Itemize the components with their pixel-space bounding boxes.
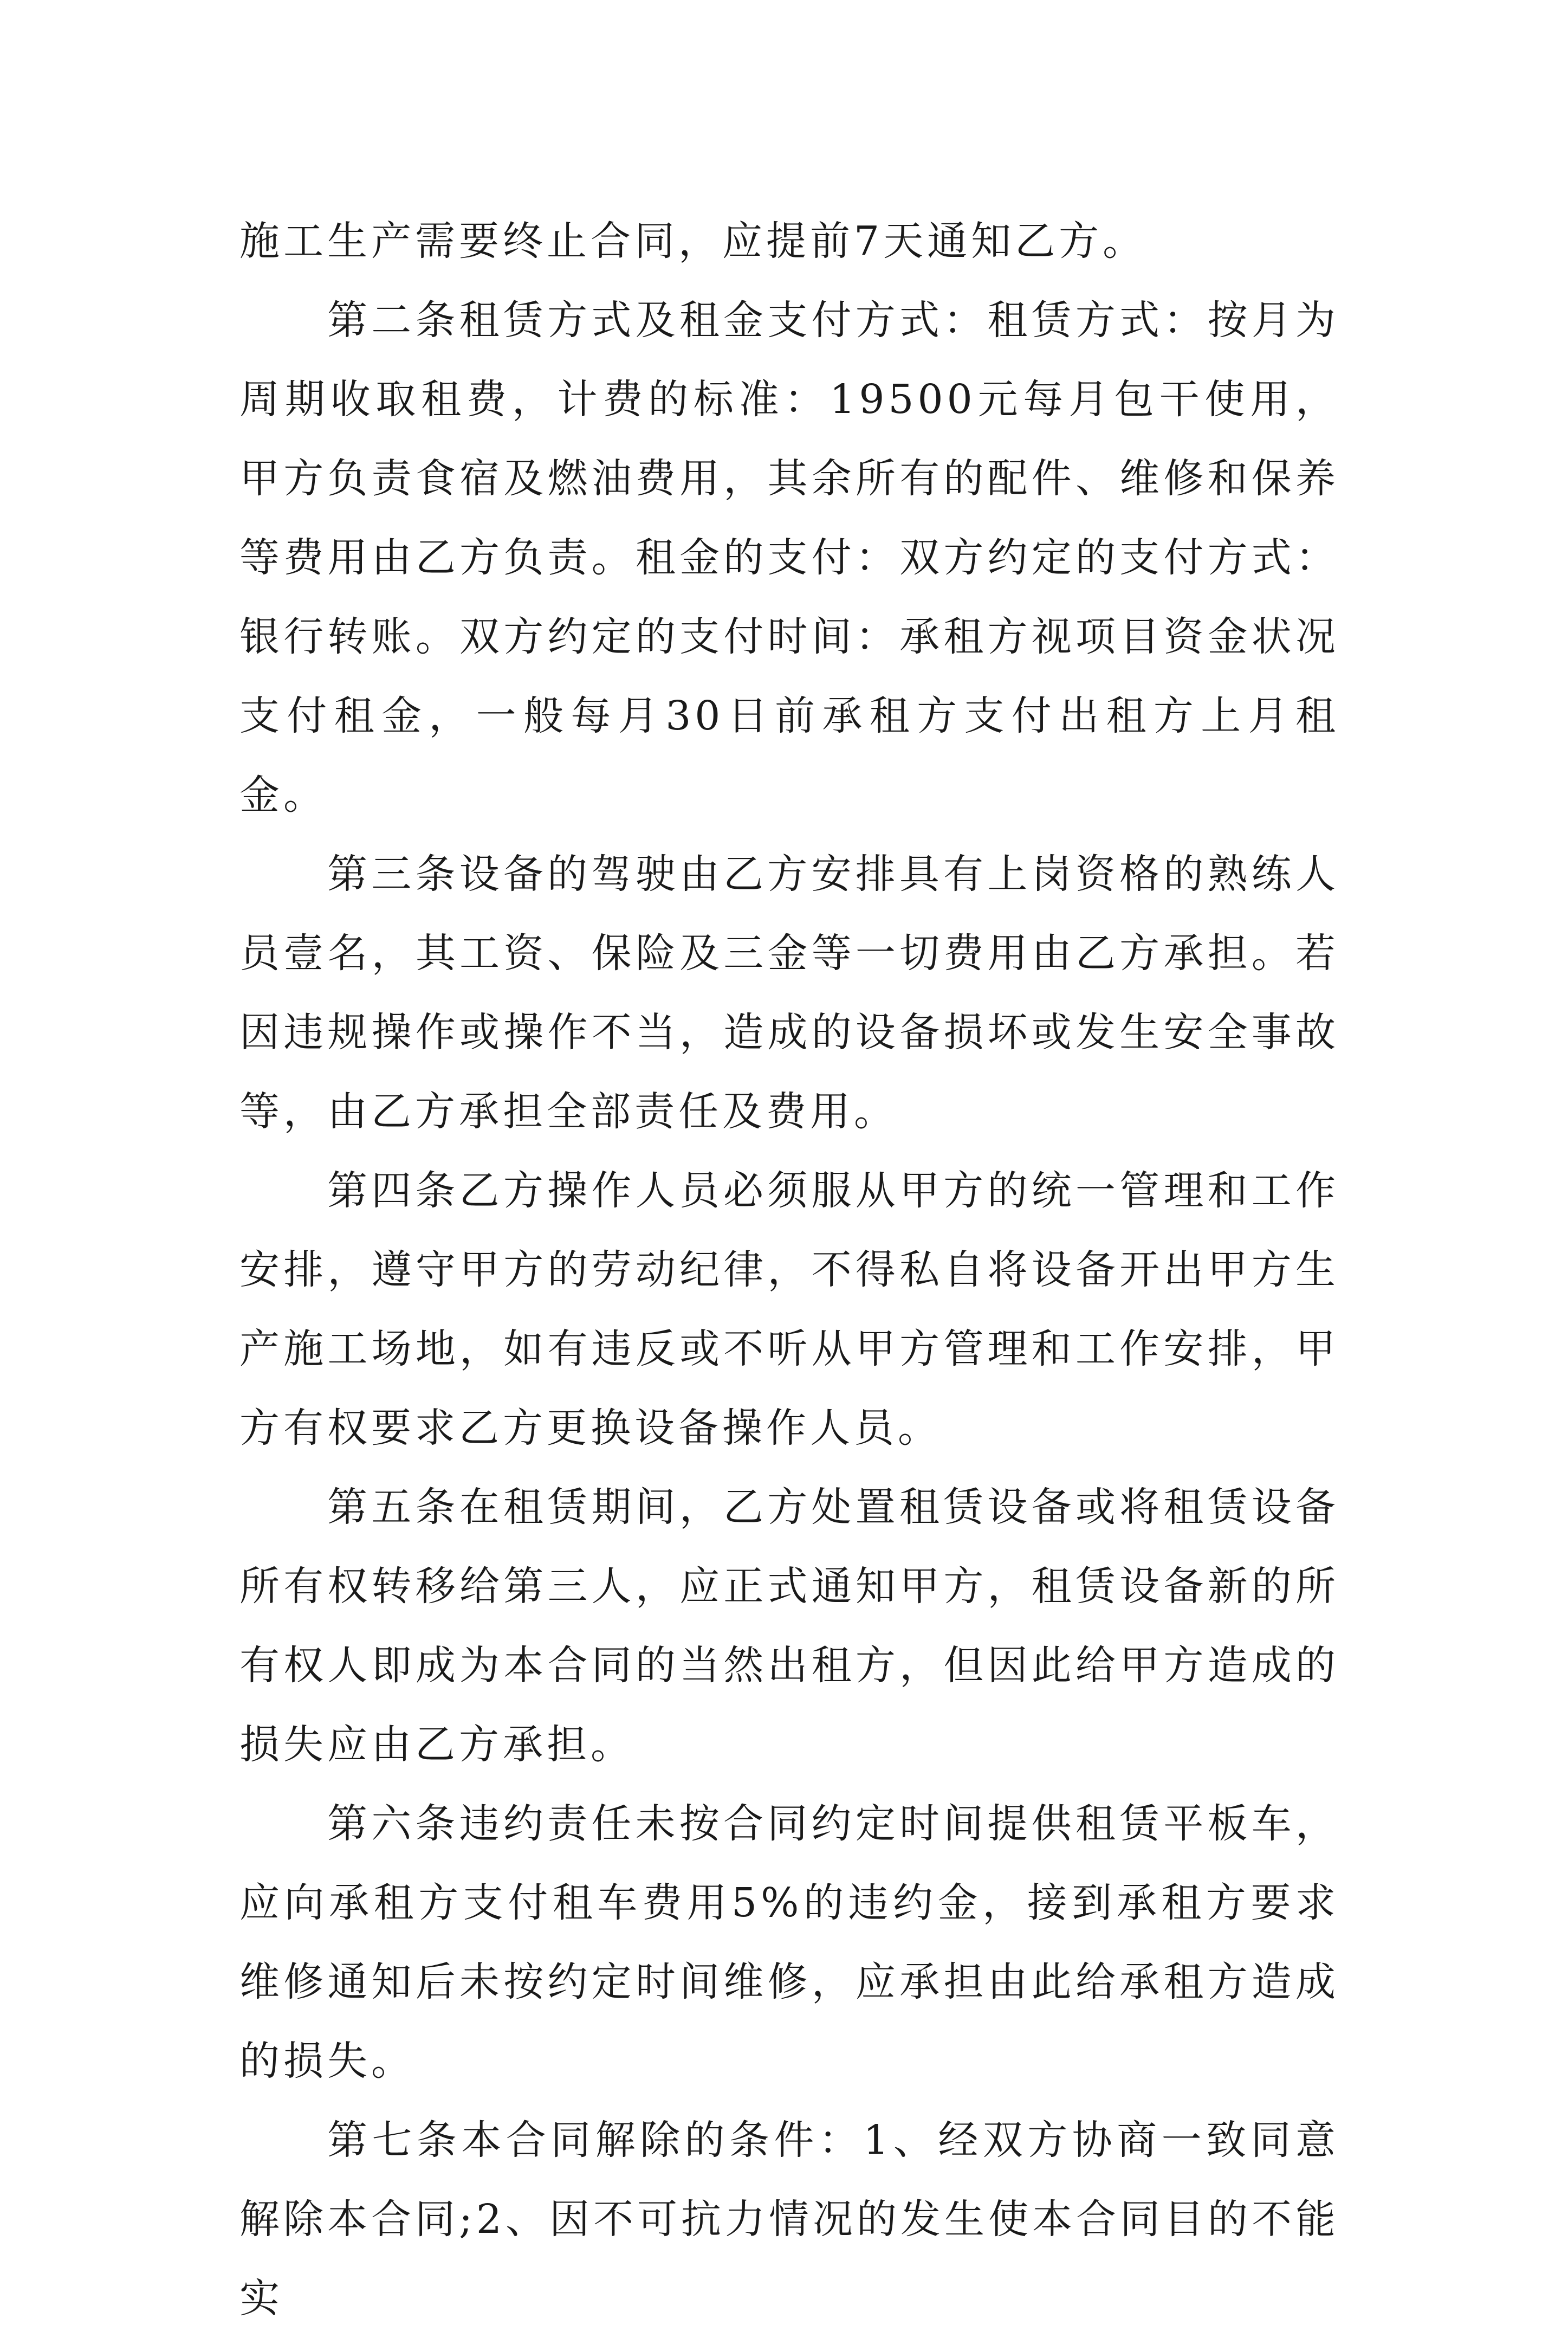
paragraph-termination-notice: 施工生产需要终止合同，应提前7天通知乙方。 <box>239 218 1147 264</box>
paragraph-article-4: 第四条乙方操作人员必须服从甲方的统一管理和工作安排，遵守甲方的劳动纪律，不得私自将设备开出甲方生产施工场地，如有违反或不听从甲方管理和工作安排，甲方有权要求乙方更换设备操作人员。 <box>239 1167 1339 1451</box>
paragraph-article-3: 第三条设备的驾驶由乙方安排具有上岗资格的熟练人员壹名，其工资、保险及三金等一切费用由乙方承担。若因违规操作或操作不当，造成的设备损坏或发生安全事故等，由乙方承担全部责任及费用。 <box>239 851 1339 1135</box>
document-body <box>239 202 1339 2338</box>
paragraph-article-7: 第七条本合同解除的条件：1、经双方协商一致同意解除本合同;2、因不可抗力情况的发生使本合同目的不能实 <box>239 2117 1340 2322</box>
paragraph-article-6: 第六条违约责任未按合同约定时间提供租赁平板车，应向承租方支付租车费用5%的违约金，接到承租方要求维修通知后未按约定时间维修，应承担由此给承租方造成的损失。 <box>239 1800 1339 2084</box>
paragraph-article-5: 第五条在租赁期间，乙方处置租赁设备或将租赁设备所有权转移给第三人，应正式通知甲方，租赁设备新的所有权人即成为本合同的当然出租方，但因此给甲方造成的损失应由乙方承担。 <box>239 1484 1339 1768</box>
paragraph-article-2: 第二条租赁方式及租金支付方式：租赁方式：按月为周期收取租费，计费的标准：19500元每月包干使用，甲方负责食宿及燃油费用，其余所有的配件、维修和保养等费用由乙方负责。租金的支付：双方约定的支付方式：银行转账。双方约定的支付时间：承租方视项目资金状况支付租金，一般每月30日前承租方支付出租方上月租金。 <box>239 297 1339 818</box>
